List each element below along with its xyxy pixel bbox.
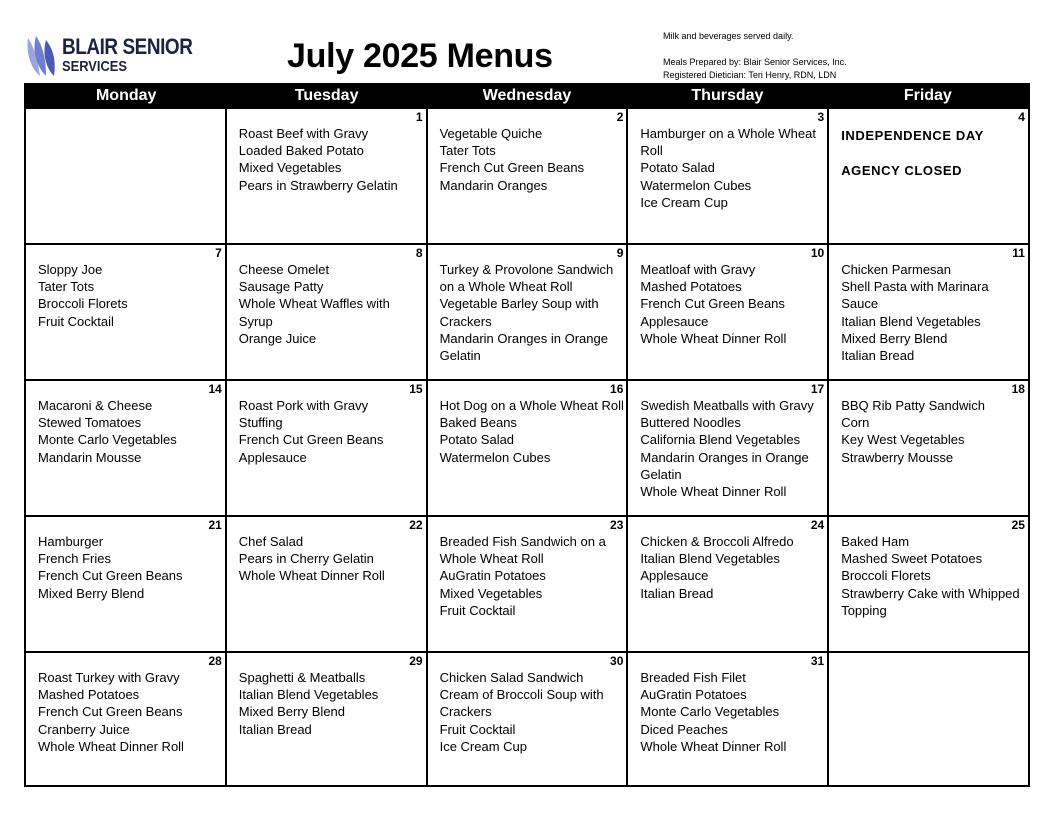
menu-item-list [640,261,825,347]
menu-item: French Cut Green Beans [439,160,585,176]
menu-item: Mixed Berry Blend [238,704,346,720]
holiday-notice: INDEPENDENCE DAY [841,128,984,143]
day-number: 14 [208,382,222,396]
menu-item: Meatloaf with Gravy [640,262,756,277]
day-cell [26,245,225,379]
day-cell [225,381,426,515]
day-cell [225,245,426,379]
day-number: 30 [610,654,624,668]
day-cell [225,517,426,651]
menu-item: Cream of Broccoli Soup with Crackers [439,687,604,720]
menu-item: Chicken & Broccoli Alfredo [640,534,794,549]
day-number: 11 [1012,246,1025,260]
menu-item: Mandarin Mousse [38,449,142,465]
day-cell [426,517,627,651]
day-number: 1 [415,110,423,124]
menu-item: Hot Dog on a Whole Wheat Roll [439,398,624,413]
menu-item-list [841,397,1026,466]
menu-item-list [38,261,223,330]
day-cell [225,109,426,243]
menu-item-list [841,127,1026,197]
menu-item: BBQ Rib Patty Sandwich [841,398,985,413]
menu-item: Strawberry Cake with Whipped Topping [841,585,1020,618]
menu-item: Italian Blend Vegetables [640,551,780,567]
day-cell [626,517,827,651]
day-number: 29 [409,654,423,668]
day-cell [827,517,1028,651]
menu-item: Orange Juice [238,330,317,346]
weekday-header-thursday: Thursday [691,87,764,104]
menu-item: French Cut Green Beans [238,432,384,448]
menu-item-list [38,533,223,602]
menu-item: Vegetable Barley Soup with Crackers [439,296,599,329]
menu-item: Applesauce [238,449,307,465]
day-number: 10 [810,246,825,260]
menu-item: Mashed Potatoes [38,687,140,703]
menu-item-list [239,261,424,347]
menu-item: Swedish Meatballs with Gravy [640,398,814,413]
menu-item: Vegetable Quiche [439,126,543,141]
day-cell [626,245,827,379]
menu-item: Potato Salad [640,160,715,176]
calendar-week-row [26,515,1028,651]
menu-item: Whole Wheat Dinner Roll [640,738,787,754]
menu-item: Roast Beef with Gravy [238,126,369,141]
weekday-header-wednesday: Wednesday [482,87,572,104]
beverages-note: Milk and beverages served daily. [663,31,794,41]
menu-item: Fruit Cocktail [38,313,114,329]
day-number: 22 [409,518,423,532]
menu-item: Mandarin Oranges in Orange Gelatin [640,449,809,482]
menu-item: Monte Carlo Vegetables [640,704,780,720]
menu-item: Italian Blend Vegetables [238,687,379,703]
menu-item: French Fries [38,551,111,567]
menu-item-list [440,533,625,619]
menu-item: Broccoli Florets [841,568,931,584]
menu-item: Baked Ham [841,534,910,549]
day-cell [26,381,225,515]
menu-item: Stewed Tomatoes [38,415,142,431]
menu-item: Roast Pork with Gravy [238,398,369,413]
day-cell [426,245,627,379]
menu-item: Buttered Noodles [640,415,741,431]
day-cell [26,653,225,787]
menu-item: French Cut Green Beans [38,568,183,584]
day-number: 17 [810,382,825,396]
menu-item-list [239,397,424,466]
menu-item: Mixed Vegetables [439,585,543,601]
day-number: 15 [409,382,423,396]
menu-item: French Cut Green Beans [38,704,183,720]
menu-item-list [640,669,825,755]
day-cell [827,653,1028,787]
logo-text-blair-senior: BLAIR SENIOR [62,34,193,59]
menu-item: Ice Cream Cup [439,738,528,754]
menu-item: Mixed Berry Blend [38,585,145,601]
day-cell [827,109,1028,243]
logo-petals-icon [24,34,60,78]
menu-item: Watermelon Cubes [439,449,551,465]
calendar-week-row [26,379,1028,515]
menu-item: Diced Peaches [640,721,728,737]
menu-item: Hamburger [38,534,104,549]
menu-item: Loaded Baked Potato [238,143,364,159]
menu-item: Sausage Patty [238,279,324,295]
menu-item: Tater Tots [439,143,496,159]
header-notes [663,30,847,82]
menu-item-list [239,669,424,738]
menu-item: Monte Carlo Vegetables [38,432,177,448]
menu-item: California Blend Vegetables [640,432,801,448]
calendar-week-row [26,243,1028,379]
menu-item: Applesauce [640,313,709,329]
calendar-weeks [26,107,1028,787]
menu-item: Italian Bread [238,721,312,737]
menu-item: Whole Wheat Dinner Roll [640,484,787,500]
day-cell [26,109,225,243]
menu-item-list [841,261,1026,364]
menu-item-list [640,397,825,500]
day-number: 8 [415,246,423,260]
calendar-week-row [26,107,1028,243]
menu-item: Turkey & Provolone Sandwich on a Whole Wheat Roll [439,262,614,295]
menu-item: Macaroni & Cheese [38,398,153,413]
menu-item: Whole Wheat Dinner Roll [38,738,184,754]
menu-item: Baked Beans [439,415,517,431]
menu-item: Cheese Omelet [238,262,330,277]
day-number: 2 [616,110,624,124]
menu-item-list [640,533,825,602]
menu-item: Cranberry Juice [38,721,130,737]
menu-item-list [440,261,625,364]
menu-item-list [38,397,223,466]
weekday-header-row [26,85,1028,107]
menu-item: Italian Bread [841,348,915,364]
menu-item: Pears in Cherry Gelatin [238,551,374,567]
holiday-notice: AGENCY CLOSED [841,163,963,179]
day-cell [225,653,426,787]
day-cell [426,653,627,787]
menu-item: Spaghetti & Meatballs [238,670,366,685]
menu-item: Potato Salad [439,432,515,448]
menu-item: Fruit Cocktail [439,602,516,618]
page-title: July 2025 Menus [287,37,553,75]
menu-item: French Cut Green Beans [640,296,785,312]
menu-item: Key West Vegetables [841,432,965,448]
menu-item: Chef Salad [238,534,304,549]
menu-item-list [440,669,625,755]
day-number: 7 [215,246,222,260]
day-number: 18 [1011,382,1025,396]
weekday-header-tuesday: Tuesday [294,87,359,104]
day-cell [626,653,827,787]
menu-item: Sloppy Joe [38,262,103,277]
day-number: 25 [1011,518,1025,532]
brand-logo [24,32,204,80]
menu-item: Roast Turkey with Gravy [38,670,180,685]
menu-item: Mandarin Oranges [439,177,548,193]
menu-item-list [640,125,825,211]
menu-item: Tater Tots [38,279,95,295]
menu-item-list [440,397,625,466]
day-number: 4 [1018,110,1025,124]
menu-item: Mashed Sweet Potatoes [841,551,983,567]
menu-item: Breaded Fish Filet [640,670,746,685]
menu-item: Strawberry Mousse [841,449,954,465]
day-cell [426,109,627,243]
day-number: 24 [810,518,825,532]
day-number: 23 [610,518,624,532]
day-cell [626,381,827,515]
day-number: 9 [616,246,624,260]
menu-item: Breaded Fish Sandwich on a Whole Wheat Roll [439,534,606,567]
menu-item: AuGratin Potatoes [640,687,747,703]
menu-item: Chicken Salad Sandwich [439,670,584,685]
weekday-header-friday: Friday [903,87,952,104]
menu-item-list [239,533,424,585]
menu-item: Chicken Parmesan [841,262,952,277]
menu-item: Corn [841,415,870,431]
menu-item: Applesauce [640,568,709,584]
dietician-note: Registered Dietician: Teri Henry, RDN, LDN [663,70,837,80]
day-cell [626,109,827,243]
day-number: 16 [610,382,624,396]
weekday-header-monday: Monday [95,87,157,104]
day-number: 3 [817,110,825,124]
menu-item: Whole Wheat Dinner Roll [640,330,787,346]
menu-item: Mashed Potatoes [640,279,742,295]
menu-item: Broccoli Florets [38,296,128,312]
menu-item: Pears in Strawberry Gelatin [238,177,398,193]
calendar-week-row [26,651,1028,787]
menu-item: Whole Wheat Waffles with Syrup [238,296,390,329]
menu-item-list [440,125,625,194]
day-number: 28 [208,654,222,668]
menu-item: Ice Cream Cup [640,194,728,210]
menu-item-list [841,533,1026,619]
menu-calendar [24,83,1030,787]
day-number: 21 [208,518,222,532]
prepared-by-note: Meals Prepared by: Blair Senior Services, Inc. [663,57,847,67]
menu-item: Hamburger on a Whole Wheat Roll [640,126,816,159]
menu-item: Stuffing [238,415,283,431]
day-cell [827,245,1028,379]
menu-item: AuGratin Potatoes [439,568,546,584]
day-number: 31 [810,654,825,668]
menu-item: Whole Wheat Dinner Roll [238,568,385,584]
menu-item: Mandarin Oranges in Orange Gelatin [439,330,608,364]
menu-item-list [38,669,223,755]
day-cell [26,517,225,651]
menu-item: Italian Blend Vegetables [841,313,981,329]
menu-item: Shell Pasta with Marinara Sauce [841,279,989,312]
menu-item: Fruit Cocktail [439,721,516,737]
menu-item: Mixed Berry Blend [841,330,948,346]
day-cell [827,381,1028,515]
menu-item: Mixed Vegetables [238,160,342,176]
menu-item-list [239,125,424,194]
logo-text-services: SERVICES [62,58,128,75]
day-cell [426,381,627,515]
menu-item: Italian Bread [640,585,714,601]
menu-item: Watermelon Cubes [640,177,752,193]
